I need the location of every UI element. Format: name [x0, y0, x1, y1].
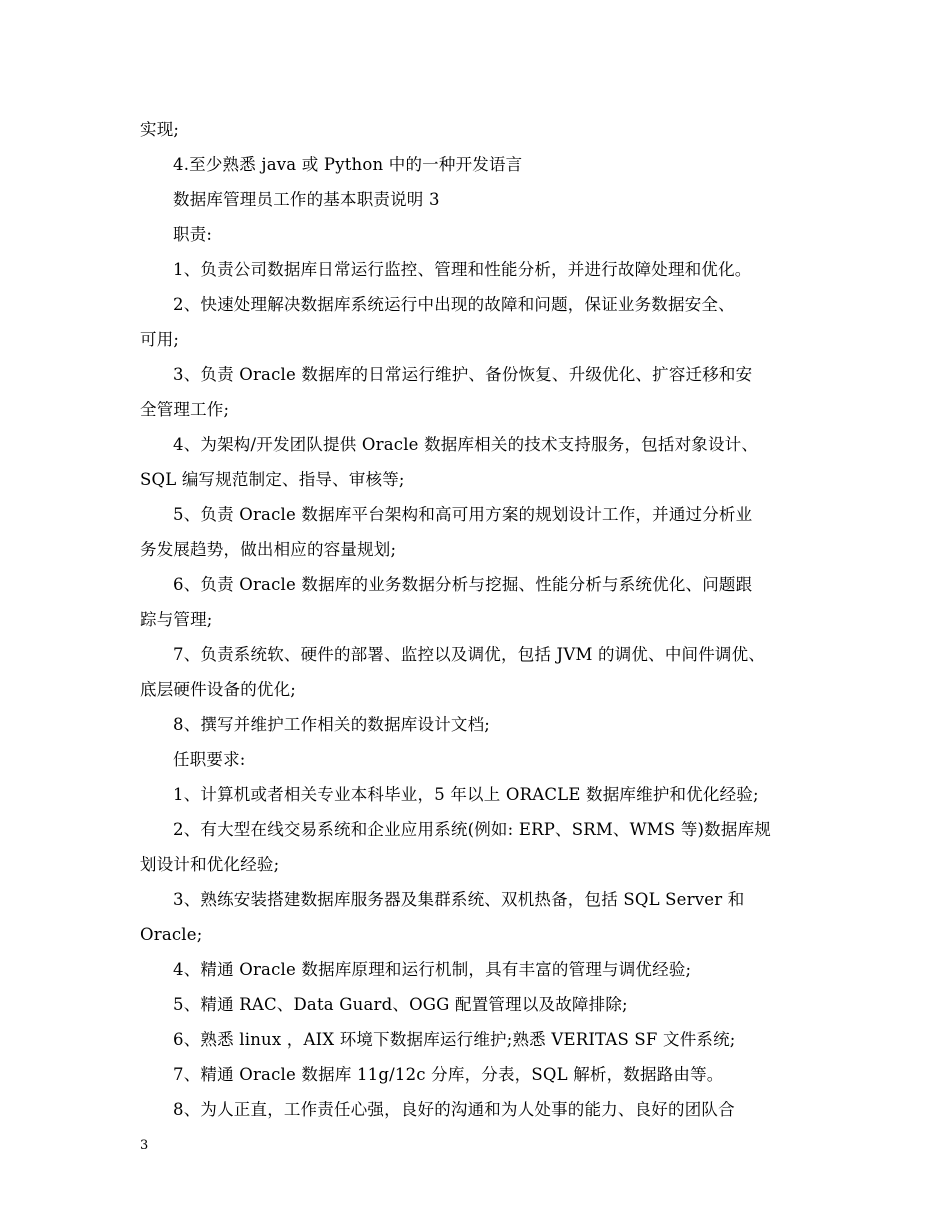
text-line: 6、负责 Oracle 数据库的业务数据分析与挖掘、性能分析与系统优化、问题跟 [173, 575, 753, 594]
text-line: 8、撰写并维护工作相关的数据库设计文档; [173, 715, 491, 734]
text-line: 5、精通 RAC、Data Guard、OGG 配置管理以及故障排除; [173, 995, 628, 1014]
subsection-heading-duties: 职责: [173, 225, 213, 244]
text-line: 4、精通 Oracle 数据库原理和运行机制，具有丰富的管理与调优经验; [173, 960, 692, 979]
text-line: 8、为人正直，工作责任心强，良好的沟通和为人处事的能力、良好的团队合 [173, 1100, 735, 1119]
text-line: 可用; [140, 330, 180, 349]
text-line: 7、精通 Oracle 数据库 11g/12c 分库，分表，SQL 解析，数据路由等。 [173, 1065, 724, 1084]
text-line: 1、计算机或者相关专业本科毕业，5 年以上 ORACLE 数据库维护和优化经验; [173, 785, 759, 804]
section-heading: 数据库管理员工作的基本职责说明 3 [173, 190, 440, 209]
text-line: Oracle; [140, 925, 203, 944]
text-line: 4、为架构/开发团队提供 Oracle 数据库相关的技术支持服务，包括对象设计、 [173, 435, 759, 454]
text-line: 2、有大型在线交易系统和企业应用系统(例如: ERP、SRM、WMS 等)数据库规 [173, 820, 771, 839]
text-line: 6、熟悉 linux ，AIX 环境下数据库运行维护;熟悉 VERITAS SF 文件系统; [173, 1030, 736, 1049]
text-line: 踪与管理; [140, 610, 213, 629]
text-line: 3、负责 Oracle 数据库的日常运行维护、备份恢复、升级优化、扩容迁移和安 [173, 365, 753, 384]
text-line: 4.至少熟悉 java 或 Python 中的一种开发语言 [173, 155, 523, 174]
text-line: 全管理工作; [140, 400, 230, 419]
text-line: 务发展趋势，做出相应的容量规划; [140, 540, 397, 559]
text-line: 1、负责公司数据库日常运行监控、管理和性能分析，并进行故障处理和优化。 [173, 260, 752, 279]
page-number: 3 [140, 1138, 149, 1153]
text-line: 实现; [140, 120, 180, 139]
text-line: 7、负责系统软、硬件的部署、监控以及调优，包括 JVM 的调优、中间件调优、 [173, 645, 766, 664]
text-line: 2、快速处理解决数据库系统运行中出现的故障和问题，保证业务数据安全、 [173, 295, 735, 314]
text-line: 5、负责 Oracle 数据库平台架构和高可用方案的规划设计工作，并通过分析业 [173, 505, 753, 524]
document-body [140, 112, 830, 1127]
subsection-heading-requirements: 任职要求: [173, 750, 246, 769]
text-line: SQL 编写规范制定、指导、审核等; [140, 470, 405, 489]
text-line: 底层硬件设备的优化; [140, 680, 297, 699]
text-line: 3、熟练安装搭建数据库服务器及集群系统、双机热备，包括 SQL Server 和 [173, 890, 745, 909]
text-line: 划设计和优化经验; [140, 855, 280, 874]
